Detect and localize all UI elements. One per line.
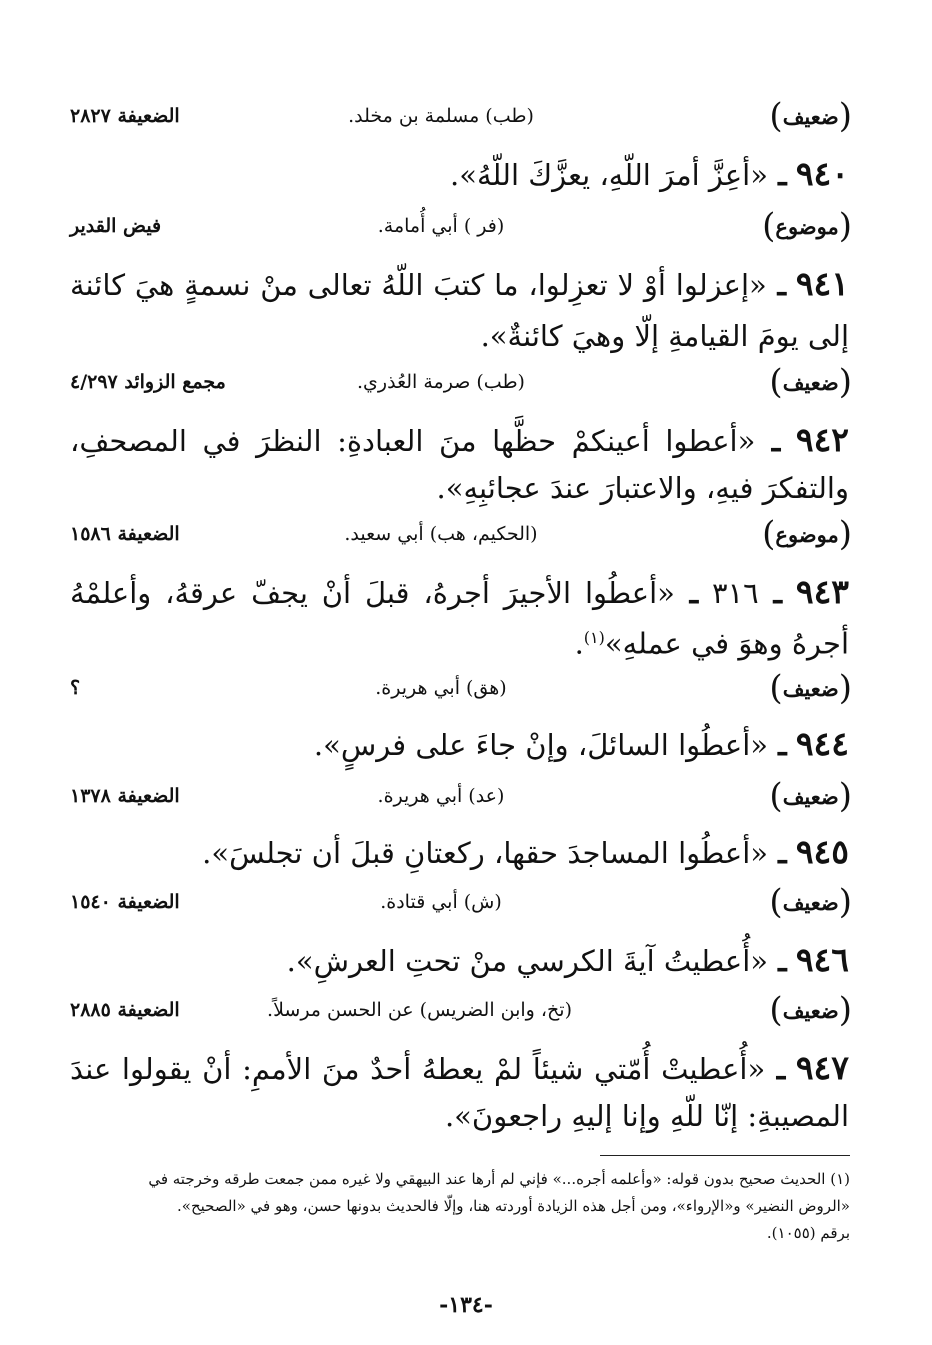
hadith-number: ٩٤٥ — [795, 832, 849, 871]
hadith-number: ٩٤٣ — [795, 572, 850, 611]
grade-text: ضعيف — [782, 997, 839, 1023]
hadith-line: ٩٤٠ ـ «أعِزَّ أمرَ اللّهِ، يعزَّكَ اللّهُ». — [450, 154, 849, 193]
reference-line-942 — [70, 514, 852, 554]
footnote-line: برقم (١٠٥٥). — [766, 1224, 850, 1242]
reference-line-943 — [70, 668, 852, 708]
footnote-line: «الروض النضير» و«الإرواء»، ومن أجل هذه الزيادة أوردته هنا، وإلّا فالحديث بدونها حسن، وهو في «الصحيح». — [177, 1197, 850, 1215]
footnote-mark: (١) — [583, 628, 605, 647]
source-text: (هق) أبي هريرة. — [375, 677, 507, 699]
hadith-line: أجرهُ وهوَ في عملهِ»$^{(١)}$. — [574, 626, 849, 661]
grade-text: ضعيف — [782, 369, 839, 395]
grade-text: ضعيف — [782, 889, 839, 915]
hadith-line: ٩٤٦ ـ «أُعطيتُ آيةَ الكرسي منْ تحتِ العرشِ». — [286, 940, 849, 979]
reference-text: الضعيفة ٢٨٨٥ — [70, 999, 180, 1021]
reference-line-946 — [70, 990, 852, 1030]
footnote — [76, 1166, 850, 1247]
hadith-text: المصيبةِ: إنّا للّهِ وإنا إليهِ راجعونَ». — [444, 1099, 849, 1133]
grade-label: ( ضعيف ) — [769, 990, 852, 1030]
reference-text: الضعيفة ٢٨٢٧ — [70, 105, 180, 127]
reference-text: الضعيفة ١٥٤٠ — [70, 891, 180, 913]
source-text: (ش) أبي قتادة. — [380, 891, 502, 913]
hadith-number: ٩٤٧ — [795, 1048, 850, 1087]
reference-text: الضعيفة ١٣٧٨ — [70, 785, 180, 807]
grade-text: ضعيف — [782, 783, 839, 809]
hadith-text: «أعطُوا المساجدَ حقها، ركعتانِ قبلَ أن تجلسَ». — [202, 836, 768, 870]
hadith-number: ٩٤٠ — [795, 154, 849, 193]
reference-text: الضعيفة ١٥٨٦ — [70, 523, 180, 545]
hadith-line: ٩٤٥ ـ «أعطُوا المساجدَ حقها، ركعتانِ قبلَ أن تجلسَ». — [202, 832, 849, 871]
grade-label: ( ضعيف ) — [769, 362, 852, 402]
reference-text: مجمع الزوائد ٤/٢٩٧ — [70, 371, 226, 393]
footnote-divider — [600, 1155, 850, 1156]
reference-line-939 — [70, 96, 852, 136]
hadith-text: أجرهُ وهوَ في عملهِ» — [604, 626, 849, 661]
source-text: (عد) أبي هريرة. — [377, 785, 505, 807]
hadith-text: «أُعطيتُ آيةَ الكرسي منْ تحتِ العرشِ». — [286, 944, 768, 978]
hadith-number: ٩٤٦ — [795, 940, 849, 979]
grade-label: ( موضوع ) — [762, 514, 852, 554]
hadith-text: والتفكرَ فيهِ، والاعتبارَ عندَ عجائبِهِ». — [436, 471, 849, 505]
source-text: (طب) مسلمة بن مخلد. — [348, 105, 534, 127]
source-text: (تخ، وابن الضريس) عن الحسن مرسلاً. — [267, 999, 572, 1021]
grade-label: ( ضعيف ) — [769, 882, 852, 922]
footnote-line: (١) الحديث صحيح بدون قوله: «وأعلمه أجره...» فإني لم أرها عند البيهقي ولا غيره ممن جمعت طرقه وخرجته في — [148, 1170, 850, 1188]
grade-text: ضعيف — [782, 103, 839, 129]
hadith-text: «أعِزَّ أمرَ اللّهِ، يعزَّكَ اللّهُ». — [450, 158, 768, 192]
hadith-text: «أعطوا أعينكمْ حظَّها منَ العبادةِ: النظرَ في المصحفِ، — [70, 424, 756, 458]
reference-text: ؟ — [70, 677, 81, 699]
hadith-text: «إعزلوا أوْ لا تعزِلوا، ما كتبَ اللّهُ تعالى منْ نسمةٍ هيَ كائنة — [70, 268, 767, 302]
reference-line-944 — [70, 776, 852, 816]
hadith-text: «أعطُوا الأجيرَ أجرهُ، قبلَ أنْ يجفّ عرقهُ، وأعلمْهُ — [70, 576, 675, 610]
hadith-text: «أعطُوا السائلَ، وإنْ جاءَ على فرسٍ». — [313, 728, 768, 762]
grade-label: ( موضوع ) — [762, 206, 852, 246]
grade-label: ( ضعيف ) — [769, 96, 852, 136]
hadith-line — [437, 466, 849, 510]
source-text: (الحكيم، هب) أبي سعيد. — [344, 523, 538, 545]
hadith-prefix-number: ٣١٦ — [712, 576, 759, 610]
reference-line-945 — [70, 882, 852, 922]
hadith-line: ٩٤٣ ـ ٣١٦ ـ «أعطُوا الأجيرَ أجرهُ، قبلَ أنْ يجفّ عرقهُ، وأعلمْهُ — [70, 572, 850, 611]
source-text: (فر ) أبي أُمامة. — [377, 215, 505, 237]
hadith-line — [481, 314, 849, 358]
grade-text: موضوع — [775, 521, 839, 547]
hadith-number: ٩٤٤ — [795, 724, 849, 763]
hadith-number: ٩٤٢ — [795, 420, 850, 459]
reference-line-941 — [70, 362, 852, 402]
grade-text: ضعيف — [782, 675, 839, 701]
grade-label: ( ضعيف ) — [769, 668, 852, 708]
hadith-number: ٩٤١ — [795, 264, 850, 303]
hadith-text: «أُعطيتْ أُمّتي شيئاً لمْ يعطهُ أحدٌ منَ الأممِ: أنْ يقولوا عندَ — [70, 1052, 766, 1086]
reference-text: فيض القدير — [70, 215, 162, 237]
hadith-line: ٩٤٤ ـ «أعطُوا السائلَ، وإنْ جاءَ على فرسٍ». — [313, 724, 849, 763]
hadith-text: إلى يومَ القيامةِ إلّا وهيَ كائنةٌ». — [480, 319, 849, 353]
grade-label: ( ضعيف ) — [769, 776, 852, 816]
reference-line-940 — [70, 206, 852, 246]
hadith-line: ٩٤٧ ـ «أُعطيتْ أُمّتي شيئاً لمْ يعطهُ أحدٌ منَ الأممِ: أنْ يقولوا عندَ — [70, 1048, 850, 1087]
hadith-line: ٩٤٢ ـ «أعطوا أعينكمْ حظَّها منَ العبادةِ: النظرَ في المصحفِ، — [70, 420, 850, 459]
hadith-line — [445, 1094, 849, 1138]
page-number: -١٣٤- — [439, 1292, 493, 1318]
grade-text: موضوع — [775, 213, 839, 239]
source-text: (طب) صرمة العُذري. — [357, 371, 525, 393]
hadith-line: ٩٤١ ـ «إعزلوا أوْ لا تعزِلوا، ما كتبَ اللّهُ تعالى منْ نسمةٍ هيَ كائنة — [70, 264, 850, 303]
